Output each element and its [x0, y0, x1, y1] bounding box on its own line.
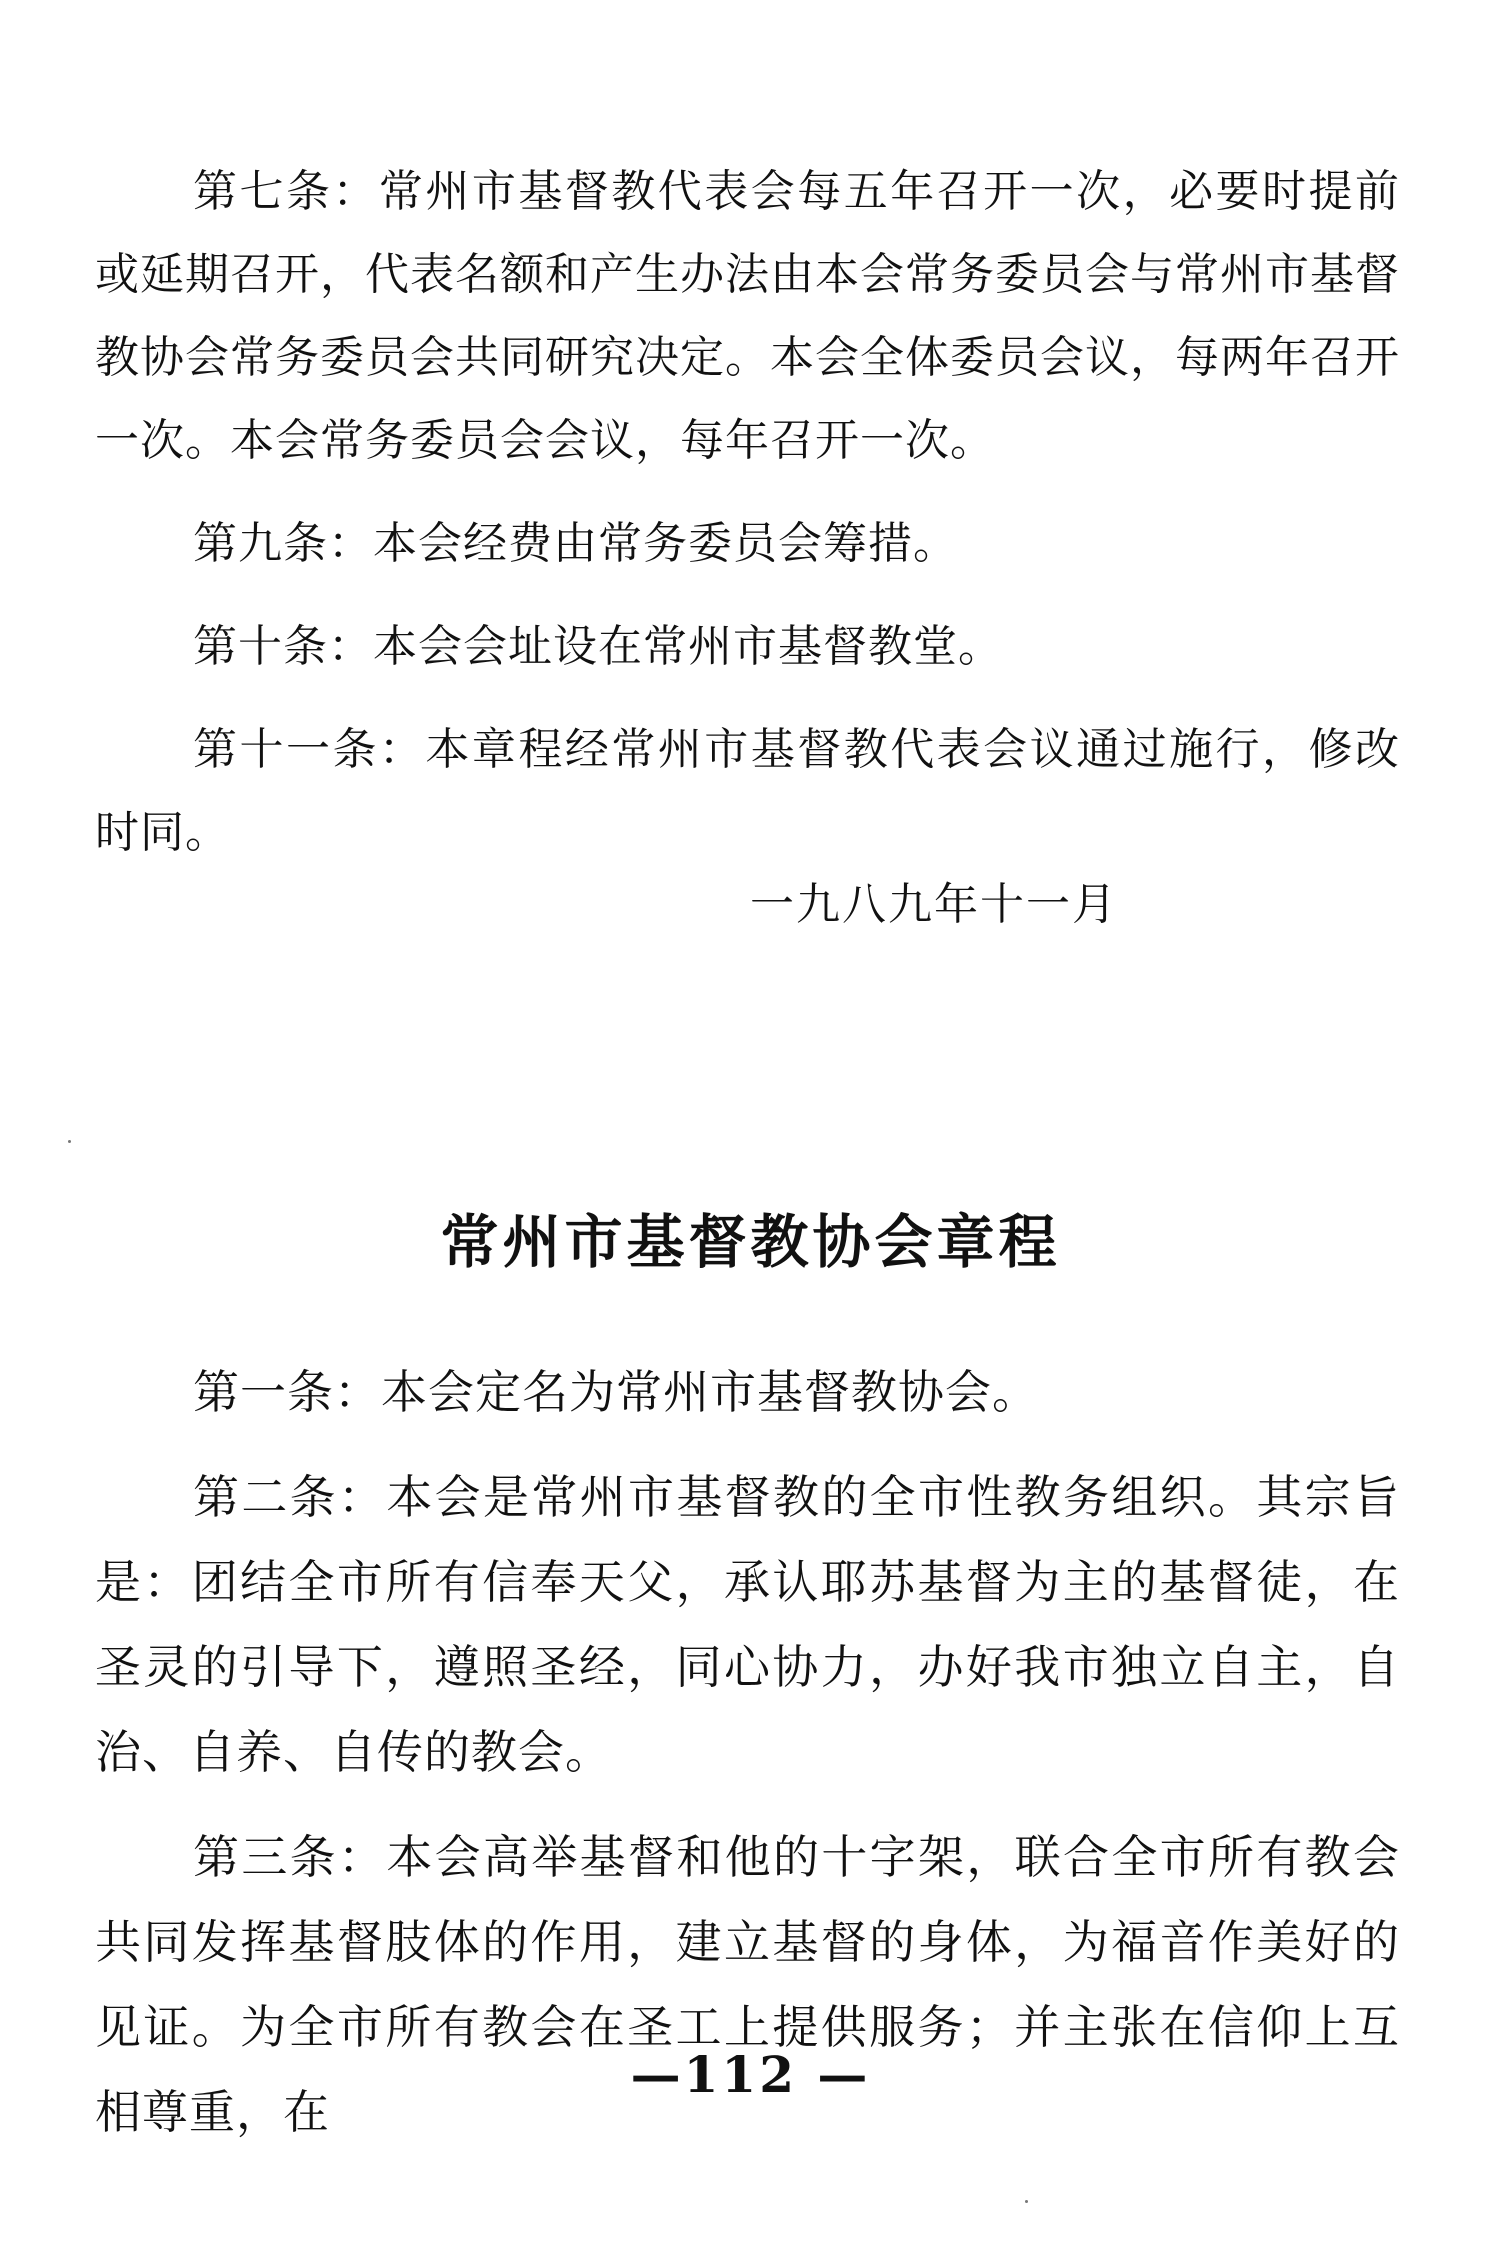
- scan-speck: [1025, 2200, 1028, 2203]
- article-10-paragraph: 第十条：本会会址设在常州市基督教堂。: [193, 621, 1003, 672]
- page-number: —112 —: [630, 2045, 871, 2104]
- article-3-paragraph: 第三条：本会高举基督和他的十字架，联合全市所有教会共同发挥基督肢体的作用，建立基督的身体，为福音作美好的见证。为全市所有教会在圣工上提供服务；并主张在信仰上互相尊重，在: [95, 1830, 1400, 2139]
- article-7-paragraph: 第七条：常州市基督教代表会每五年召开一次，必要时提前或延期召开，代表名额和产生办法由本会常务委员会与常州市基督教协会常务委员会共同研究决定。本会全体委员会议，每两年召开一次。本会常务委员会会议，每年召开一次。: [95, 166, 1400, 466]
- article-1-paragraph: 第一条：本会定名为常州市基督教协会。: [193, 1365, 1039, 1419]
- article-11-paragraph: 第十一条：本章程经常州市基督教代表会议通过施行，修改时同。: [95, 724, 1400, 858]
- upper-section: [95, 150, 1400, 894]
- issue-date: 一九八九年十一月: [750, 879, 1118, 930]
- article-9-paragraph: 第九条：本会经费由常务委员会筹措。: [193, 518, 958, 569]
- section-title: 常州市基督教协会章程: [440, 1208, 1061, 1276]
- scan-speck: [68, 1140, 71, 1143]
- article-2-paragraph: 第二条：本会是常州市基督教的全市性教务组织。其宗旨是：团结全市所有信奉天父，承认耶苏基督为主的基督徒，在圣灵的引导下，遵照圣经，同心协力，办好我市独立自主，自治、自养、自传的教会。: [95, 1470, 1400, 1779]
